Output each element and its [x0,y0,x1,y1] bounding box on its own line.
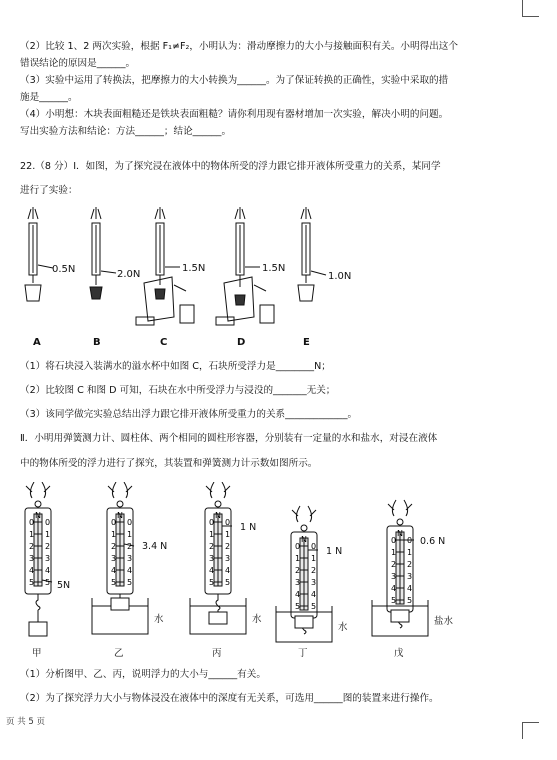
scale-mark-1-right: 1 [45,530,51,539]
part2-sub-2: （2）为了探究浮力大小与物体浸没在液体中的深度有无关系，可选用______图的装置来进行操作。 [20,693,439,704]
liquid-yi: 水 [154,614,164,625]
q2-line-1: （2）比较 1、2 两次实验，根据 F₁≠F₂，小明认为：滑动摩擦力的大小与接触面积有关。小明得出这个 [20,41,458,52]
scale-mark-2-right: 2 [407,560,413,569]
scale-b [90,207,116,299]
scale-mark-2-left: 2 [209,542,215,551]
figure-1-spring-scales [0,205,557,355]
scale-mark-2-right: 2 [225,542,231,551]
scale-mark-1-right: 1 [311,554,317,563]
label-b: B [93,337,101,348]
scale-mark-4-left: 4 [111,566,117,575]
reading-jia: 5N [57,580,71,591]
scale-a [25,207,53,301]
scale-mark-0-right: 0 [45,518,51,527]
scale-mark-3-left: 3 [295,578,301,587]
scale-mark-0-right: 0 [407,536,413,545]
scale-yi [92,482,148,634]
label-wu: 戊 [394,648,404,659]
scale-mark-0-left: 0 [391,536,397,545]
q2-line-2: 错误结论的原因是______。 [20,58,136,69]
label-jia: 甲 [32,648,42,659]
reading-e: 1.0N [328,271,352,282]
scale-mark-0-right: 0 [311,542,317,551]
scale-mark-3-right: 3 [407,572,413,581]
q22-heading-2: 进行了实验： [20,185,78,196]
scale-mark-2-right: 2 [127,542,133,551]
scale-mark-0-left: 0 [295,542,301,551]
scale-mark-0-left: 0 [209,518,215,527]
crop-mark-bottom-right [522,722,539,739]
scale-mark-4-left: 4 [295,590,301,599]
scale-mark-4-left: 4 [29,566,35,575]
scale-mark-0-left: 0 [111,518,117,527]
scale-mark-5-left: 5 [29,578,35,587]
label-d: D [237,337,246,348]
reading-wu: 0.6 N [420,536,446,547]
reading-d: 1.5N [262,263,286,274]
scale-mark-3-left: 3 [391,572,397,581]
scale-mark-5-left: 5 [391,596,397,605]
scale-mark-3-left: 3 [111,554,117,563]
scale-mark-2-left: 2 [391,560,397,569]
part2-line-2: 中的物体所受的浮力进行了探究，其装置和弹簧测力计示数如图所示。 [20,458,318,469]
scale-unit-n: N [397,529,403,538]
scale-unit-n: N [301,535,307,544]
reading-yi: 3.4 N [142,541,168,552]
label-c: C [160,337,168,348]
scale-mark-3-right: 3 [311,578,317,587]
scale-mark-5-right: 5 [407,596,413,605]
scale-mark-5-right: 5 [225,578,231,587]
scale-mark-0-left: 0 [29,518,35,527]
reading-a: 0.5N [52,264,76,275]
scale-mark-1-right: 1 [127,530,133,539]
scale-mark-5-left: 5 [111,578,117,587]
part2-line-1: Ⅱ．小明用弹簧测力计、圆柱体、两个相同的圆柱形容器，分别装有一定量的水和盐水，对浸在液体 [20,433,438,444]
scale-mark-4-right: 4 [45,566,51,575]
scale-unit-n: N [35,511,41,520]
scale-mark-1-left: 1 [295,554,301,563]
label-yi: 乙 [114,648,124,659]
scale-mark-2-left: 2 [111,542,117,551]
scale-mark-4-left: 4 [209,566,215,575]
scale-e [298,207,326,301]
scale-mark-5-right: 5 [311,602,317,611]
scale-mark-3-left: 3 [29,554,35,563]
scale-mark-1-right: 1 [225,530,231,539]
scale-unit-n: N [215,511,221,520]
scale-mark-1-left: 1 [209,530,215,539]
scale-mark-4-right: 4 [407,584,413,593]
label-a: A [33,337,41,348]
scale-mark-4-left: 4 [391,584,397,593]
scale-mark-1-left: 1 [391,548,397,557]
scale-mark-5-left: 5 [295,602,301,611]
reading-c: 1.5N [182,263,206,274]
q3-line-1: （3）实验中运用了转换法，把摩擦力的大小转换为______。为了保证转换的正确性，实验中采取的措 [20,75,449,86]
scale-mark-4-right: 4 [127,566,133,575]
scale-mark-2-right: 2 [45,542,51,551]
scale-mark-0-right: 0 [225,518,231,527]
q4-line-2: 写出实验方法和结论：方法______；结论______。 [20,126,232,137]
label-ding: 丁 [298,648,308,659]
liquid-bing: 水 [252,614,262,625]
scale-mark-2-right: 2 [311,566,317,575]
crop-mark-top-right [522,0,539,17]
scale-mark-0-right: 0 [127,518,133,527]
q4-line-1: （4）小明想：木块表面粗糙还是铁块表面粗糙？请你利用现有器材增加一次实验，解决小明的问题。 [20,109,449,120]
scale-jia [25,482,52,636]
scale-mark-3-right: 3 [127,554,133,563]
label-e: E [303,337,310,348]
scale-mark-2-left: 2 [29,542,35,551]
page-footer: 页 共 5 页 [6,717,46,727]
q22-heading-1: 22.（8 分）Ⅰ．如图，为了探究浸在液体中的物体所受的浮力跟它排开液体所受重力的关系，某同学 [20,161,441,172]
scale-mark-1-right: 1 [407,548,413,557]
scale-mark-3-right: 3 [225,554,231,563]
q22-sub-1: （1）将石块浸入装满水的溢水杯中如图 C，石块所受浮力是________N； [20,361,331,372]
scale-mark-3-right: 3 [45,554,51,563]
liquid-ding: 水 [338,622,348,633]
scale-wu [372,500,428,636]
scale-bing [190,482,246,634]
label-bing: 丙 [212,648,222,659]
scale-mark-1-left: 1 [111,530,117,539]
scale-mark-5-right: 5 [45,578,51,587]
figure-2-spring-scales [0,482,557,662]
reading-ding: 1 N [326,546,343,557]
q3-line-2: 施是______。 [20,92,78,103]
q22-sub-3: （3）该同学做完实验总结出浮力跟它排开液体所受重力的关系_____________。 [20,409,358,420]
scale-unit-n: N [117,511,123,520]
reading-bing: 1 N [240,522,257,533]
liquid-wu: 盐水 [434,616,454,627]
scale-mark-5-left: 5 [209,578,215,587]
scale-mark-4-right: 4 [225,566,231,575]
part2-sub-1: （1）分析图甲、乙、丙，说明浮力的大小与______有关。 [20,669,266,680]
scale-mark-2-left: 2 [295,566,301,575]
reading-b: 2.0N [117,269,141,280]
scale-mark-4-right: 4 [311,590,317,599]
scale-mark-3-left: 3 [209,554,215,563]
scale-ding [276,506,332,642]
scale-mark-1-left: 1 [29,530,35,539]
q22-sub-2: （2）比较图 C 和图 D 可知，石块在水中所受浮力与浸没的_______无关； [20,385,336,396]
scale-mark-5-right: 5 [127,578,133,587]
